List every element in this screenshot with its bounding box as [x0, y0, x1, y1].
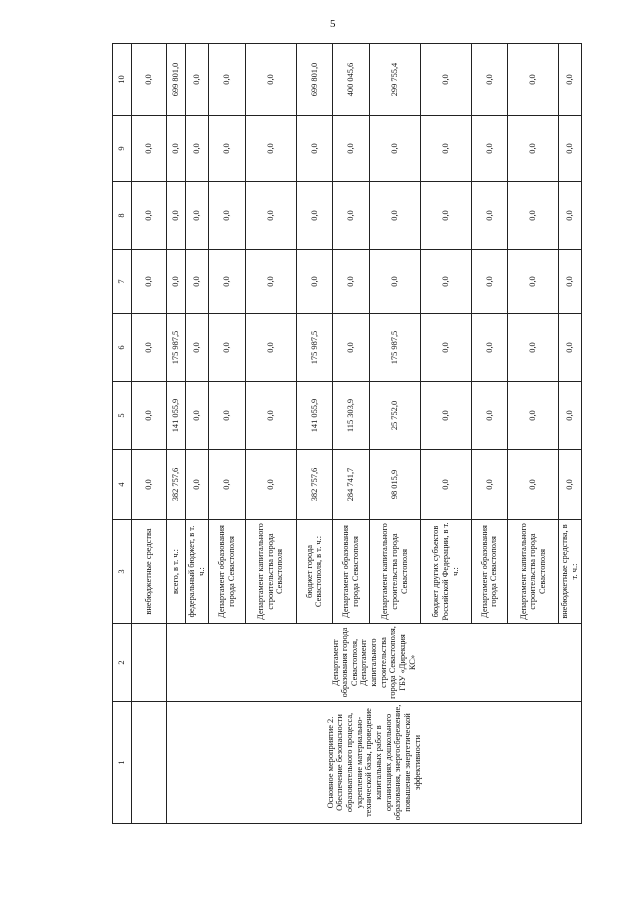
- column-number: 3: [113, 520, 132, 624]
- value-cell: 0,0: [209, 250, 246, 314]
- funding-source: Департамент капитального строительства города Севастополя: [369, 520, 420, 624]
- column-number: 4: [113, 450, 132, 520]
- column-number: 5: [113, 382, 132, 450]
- value-cell: 0,0: [559, 382, 582, 450]
- value-cell: 98 015,9: [369, 450, 420, 520]
- value-cell: 0,0: [132, 44, 167, 116]
- value-cell: 0,0: [186, 382, 209, 450]
- table-row: [166, 44, 185, 824]
- value-cell: 25 752,0: [369, 382, 420, 450]
- value-cell: 0,0: [420, 250, 471, 314]
- value-cell: 0,0: [559, 182, 582, 250]
- value-cell: 0,0: [186, 450, 209, 520]
- value-cell: 0,0: [245, 450, 296, 520]
- value-cell: 0,0: [508, 250, 559, 314]
- value-cell: 0,0: [245, 182, 296, 250]
- value-cell: 0,0: [508, 382, 559, 450]
- value-cell: 0,0: [209, 44, 246, 116]
- value-cell: 0,0: [186, 314, 209, 382]
- table-row: [132, 44, 167, 824]
- column-number: 10: [113, 44, 132, 116]
- value-cell: 0,0: [132, 250, 167, 314]
- value-cell: 0,0: [508, 314, 559, 382]
- value-cell: 0,0: [420, 314, 471, 382]
- value-cell: 115 303,9: [333, 382, 370, 450]
- value-cell: 382 757,6: [166, 450, 185, 520]
- funding-source: Департамент капитального строительства города Севастополя: [508, 520, 559, 624]
- value-cell: 0,0: [186, 44, 209, 116]
- value-cell: 0,0: [132, 116, 167, 182]
- value-cell: 0,0: [559, 116, 582, 182]
- value-cell: 0,0: [245, 314, 296, 382]
- value-cell: 0,0: [186, 182, 209, 250]
- value-cell: 699 801,0: [166, 44, 185, 116]
- value-cell: 0,0: [508, 182, 559, 250]
- column-number: 1: [113, 702, 132, 824]
- value-cell: 0,0: [166, 182, 185, 250]
- column-number: 7: [113, 250, 132, 314]
- value-cell: 0,0: [245, 116, 296, 182]
- value-cell: 382 757,6: [296, 450, 333, 520]
- value-cell: 0,0: [508, 44, 559, 116]
- value-cell: 0,0: [559, 44, 582, 116]
- value-cell: 0,0: [420, 116, 471, 182]
- column-number: 2: [113, 624, 132, 702]
- value-cell: 0,0: [245, 44, 296, 116]
- value-cell: 0,0: [559, 314, 582, 382]
- value-cell: 0,0: [296, 182, 333, 250]
- value-cell: 0,0: [333, 314, 370, 382]
- column-number: 9: [113, 116, 132, 182]
- value-cell: 175 987,5: [166, 314, 185, 382]
- table-wrapper: [112, 44, 582, 824]
- funding-source: бюджет города Севастополя, в т. ч.:: [296, 520, 333, 624]
- value-cell: 0,0: [245, 382, 296, 450]
- value-cell: 0,0: [471, 382, 508, 450]
- value-cell: 0,0: [132, 182, 167, 250]
- value-cell: 400 045,6: [333, 44, 370, 116]
- value-cell: 0,0: [420, 382, 471, 450]
- value-cell: 0,0: [132, 382, 167, 450]
- column-number: 8: [113, 182, 132, 250]
- value-cell: 0,0: [209, 382, 246, 450]
- column-number: 6: [113, 314, 132, 382]
- value-cell: 0,0: [209, 116, 246, 182]
- value-cell: 299 755,4: [369, 44, 420, 116]
- value-cell: 0,0: [333, 116, 370, 182]
- value-cell: 141 055,9: [166, 382, 185, 450]
- value-cell: 0,0: [559, 250, 582, 314]
- value-cell: 0,0: [471, 250, 508, 314]
- value-cell: 0,0: [471, 450, 508, 520]
- funding-source: федеральный бюджет, в т. ч.:: [186, 520, 209, 624]
- value-cell: 0,0: [186, 116, 209, 182]
- value-cell: 0,0: [420, 450, 471, 520]
- value-cell: 0,0: [209, 450, 246, 520]
- funding-source: Департамент образования города Севастополя: [471, 520, 508, 624]
- value-cell: 0,0: [559, 450, 582, 520]
- value-cell: 0,0: [166, 250, 185, 314]
- budget-table: [112, 43, 582, 824]
- value-cell: 0,0: [471, 182, 508, 250]
- funding-source: всего, в т. ч.:: [166, 520, 185, 624]
- value-cell: 0,0: [420, 44, 471, 116]
- funding-source: внебюджетные средства: [132, 520, 167, 624]
- value-cell: 175 987,5: [369, 314, 420, 382]
- value-cell: 0,0: [209, 182, 246, 250]
- value-cell: 0,0: [333, 182, 370, 250]
- value-cell: 699 801,0: [296, 44, 333, 116]
- value-cell: 0,0: [245, 250, 296, 314]
- empty-cell: [132, 624, 167, 702]
- value-cell: 0,0: [296, 250, 333, 314]
- value-cell: 0,0: [209, 314, 246, 382]
- value-cell: 141 055,9: [296, 382, 333, 450]
- funding-source: Департамент капитального строительства города Севастополя: [245, 520, 296, 624]
- value-cell: 0,0: [166, 116, 185, 182]
- value-cell: 0,0: [186, 250, 209, 314]
- value-cell: 0,0: [132, 314, 167, 382]
- empty-cell: [132, 702, 167, 824]
- value-cell: 0,0: [296, 116, 333, 182]
- rotated-table-container: [112, 44, 582, 824]
- value-cell: 0,0: [369, 250, 420, 314]
- event-name: Основное мероприятие 2. Обеспечение безопасности образовательного процесса, укрепление материально-технической базы, проведение капитальных работ в организациях дошкольного образования, энергосбережение, повышение энергетической эффективности: [166, 702, 581, 824]
- value-cell: 175 987,5: [296, 314, 333, 382]
- value-cell: 0,0: [508, 116, 559, 182]
- funding-source: бюджет других субъектов Российской Федерации, в т. ч.:: [420, 520, 471, 624]
- value-cell: 0,0: [369, 182, 420, 250]
- funding-source: Департамент образования города Севастополя: [209, 520, 246, 624]
- value-cell: 0,0: [132, 450, 167, 520]
- column-number-row: [113, 44, 132, 824]
- page-number: 5: [330, 18, 336, 30]
- value-cell: 284 741,7: [333, 450, 370, 520]
- value-cell: 0,0: [471, 44, 508, 116]
- value-cell: 0,0: [369, 116, 420, 182]
- funding-source: внебюджетные средства, в т. ч.:: [559, 520, 582, 624]
- value-cell: 0,0: [333, 250, 370, 314]
- value-cell: 0,0: [508, 450, 559, 520]
- value-cell: 0,0: [420, 182, 471, 250]
- value-cell: 0,0: [471, 116, 508, 182]
- value-cell: 0,0: [471, 314, 508, 382]
- funding-source: Департамент образования города Севастополя: [333, 520, 370, 624]
- event-executor: Департамент образования города Севастополя, Департамент капитального строительства города Севастополя, ГБУ «Дирекция КС»: [166, 624, 581, 702]
